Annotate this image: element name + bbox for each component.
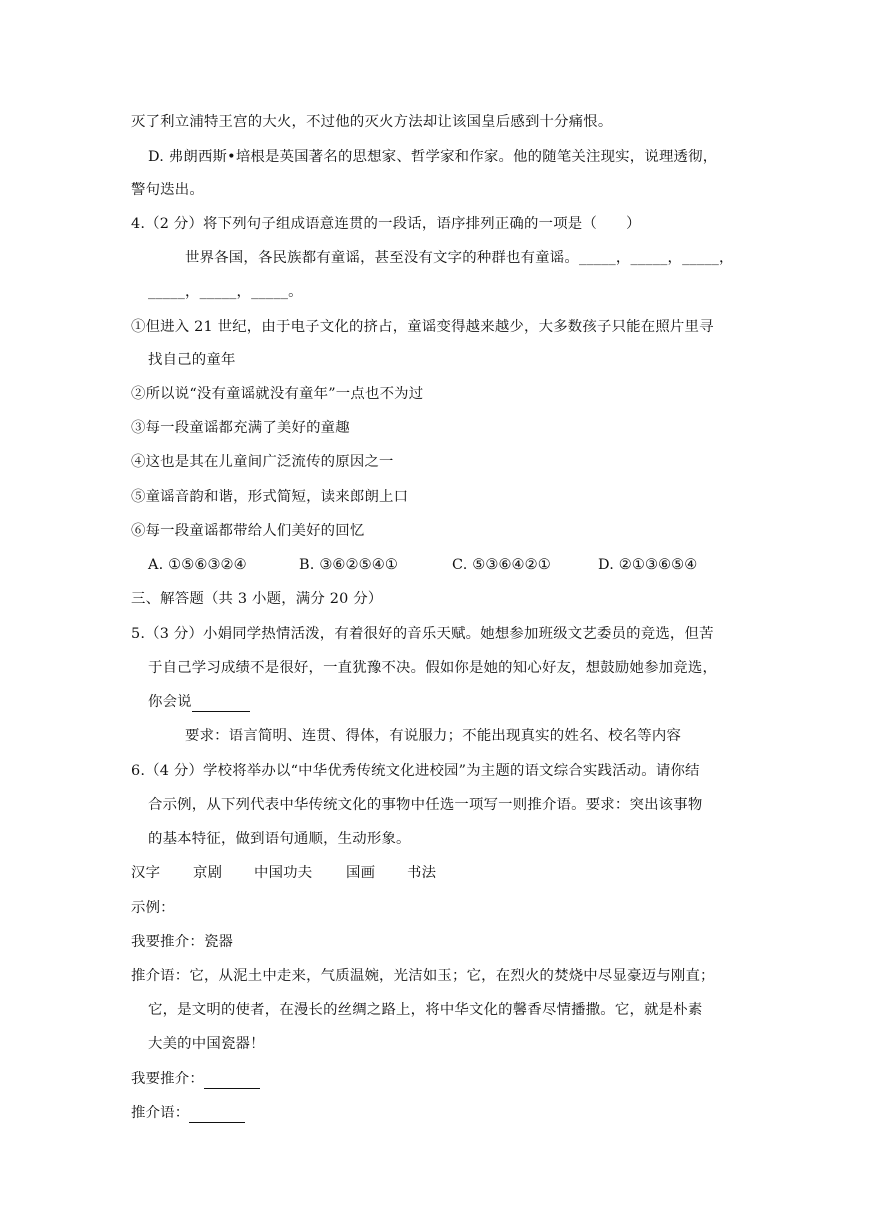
question-5-text xyxy=(148,692,250,712)
section-heading: 三、解答题（共 3 小题，满分 20 分） xyxy=(131,591,383,607)
question-4-title: 4.（2 分）将下列句子组成语意连贯的一段话，语序排列正确的一项是（ ） xyxy=(131,216,641,232)
question-6-title: 6.（4 分）学校将举办以“中华优秀传统文化进校园”为主题的语文综合实践活动。请你结 xyxy=(131,763,700,779)
sentence-3: ③每一段童谣都充满了美好的童趣 xyxy=(131,420,350,436)
question-4-stem: 世界各国，各民族都有童谣，甚至没有文字的种群也有童谣。_____，_____，_____， xyxy=(185,250,734,266)
example-item: 我要推介：瓷器 xyxy=(131,934,234,950)
example-label: 示例： xyxy=(131,900,175,916)
sentence-2: ②所以说“没有童谣就没有童年”一点也不为过 xyxy=(131,386,424,402)
intro-line xyxy=(131,1103,245,1123)
question-4-stem: _____，_____，_____。 xyxy=(148,284,303,300)
option-d-line: D. 弗朗西斯•培根是英国著名的思想家、哲学家和作家。他的随笔关注现实，说理透彻， xyxy=(148,149,718,165)
item-shufa: 书法 xyxy=(407,865,437,881)
question-6-text: 合示例，从下列代表中华传统文化的事物中任选一项写一则推介语。要求：突出该事物 xyxy=(148,797,703,813)
example-text: 推介语：它，从泥土中走来，气质温婉，光洁如玉；它，在烈火的焚烧中尽显豪迈与刚直； xyxy=(131,968,715,984)
question-5-title: 5.（3 分）小娟同学热情活泼，有着很好的音乐天赋。她想参加班级文艺委员的竞选，但苦 xyxy=(131,626,714,642)
example-text: 大美的中国瓷器！ xyxy=(148,1036,265,1052)
text-line: 警句迭出。 xyxy=(131,182,204,198)
answer-blank[interactable] xyxy=(192,696,250,712)
item-gongfu: 中国功夫 xyxy=(254,865,313,881)
sentence-1: ①但进入 21 世纪，由于电子文化的挤占，童谣变得越来越少，大多数孩子只能在照片里寻 xyxy=(131,319,714,335)
choice-d[interactable]: D. ②①③⑥⑤④ xyxy=(598,557,698,573)
question-6-text: 的基本特征，做到语句通顺，生动形象。 xyxy=(148,831,411,847)
intro-label: 推介语： xyxy=(131,1105,190,1121)
intro-blank[interactable] xyxy=(189,1107,245,1123)
question-5-text: 于自己学习成绩不是很好，一直犹豫不决。假如你是她的知心好友，想鼓励她参加竞选， xyxy=(148,660,718,676)
recommend-blank[interactable] xyxy=(204,1073,260,1089)
recommend-line xyxy=(131,1069,260,1089)
sentence-4: ④这也是其在儿童间广泛流传的原因之一 xyxy=(131,454,394,470)
choice-a[interactable]: A. ①⑤⑥③②④ xyxy=(148,557,247,573)
choice-b[interactable]: B. ③⑥②⑤④① xyxy=(299,557,398,573)
text-line: 灭了利立浦特王宫的大火，不过他的灭火方法却让该国皇后感到十分痛恨。 xyxy=(131,114,613,130)
sentence-6: ⑥每一段童谣都带给人们美好的回忆 xyxy=(131,523,365,539)
item-guohua: 国画 xyxy=(346,865,376,881)
example-text: 它，是文明的使者，在漫长的丝绸之路上，将中华文化的馨香尽情播撒。它，就是朴素 xyxy=(148,1002,703,1018)
item-hanzi: 汉字 xyxy=(131,865,161,881)
choice-c[interactable]: C. ⑤③⑥④②① xyxy=(452,557,551,573)
sentence-5: ⑤童谣音韵和谐，形式简短，读来郎朗上口 xyxy=(131,489,409,505)
answer-prompt: 你会说 xyxy=(148,694,192,710)
sentence-1-cont: 找自己的童年 xyxy=(148,352,236,368)
question-5-requirement: 要求：语言简明、连贯、得体，有说服力；不能出现真实的姓名、校名等内容 xyxy=(185,728,682,744)
item-jingju: 京剧 xyxy=(193,865,223,881)
recommend-label: 我要推介： xyxy=(131,1071,204,1087)
